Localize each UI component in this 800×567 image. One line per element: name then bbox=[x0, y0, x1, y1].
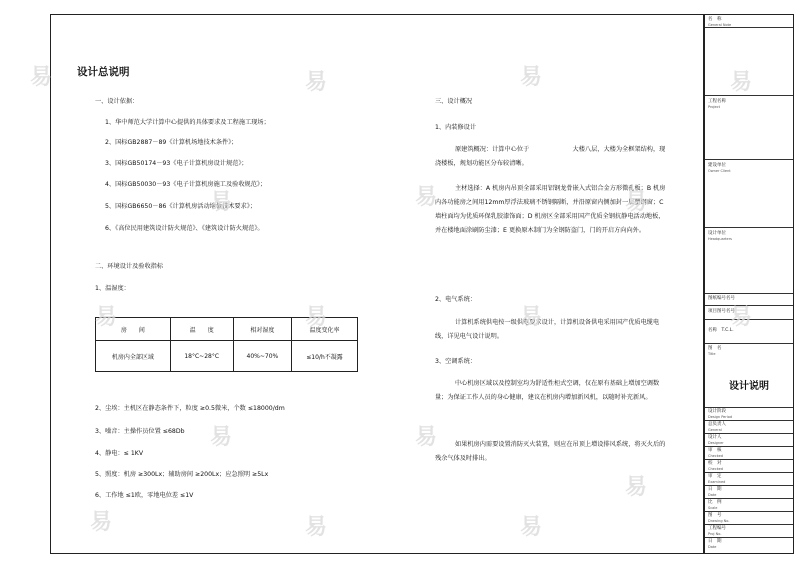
tb-label: 日 期 bbox=[708, 539, 722, 544]
tb-label: 图纸编号名号 bbox=[708, 296, 735, 301]
paragraph-electric: 计算机系统供电按一级供电要求设计，计算机设备供电采用国产优质电缆电线，详见电气设计说明。 bbox=[435, 319, 660, 340]
tb-label: 图 号 bbox=[708, 513, 722, 518]
watermark: 易 bbox=[520, 515, 543, 540]
spec-item: 6、工作地 ≤1欧，零地电位差 ≤1V bbox=[95, 492, 194, 499]
tb-sublabel: General Note bbox=[708, 23, 732, 27]
tb-sublabel: Designer bbox=[708, 441, 724, 445]
spec-item: 2、尘埃：主机区在静态条件下，粒度 ≥0.5微米，个数 ≤18000/dm bbox=[95, 405, 285, 412]
tb-sublabel: Checked bbox=[708, 454, 724, 458]
spec-item: 3、噪音：主操作员位置 ≤68Db bbox=[95, 428, 185, 435]
watermark: 易 bbox=[90, 510, 113, 535]
table-header-cell: 温 度 bbox=[170, 318, 233, 341]
basis-item: 6、《高位民用建筑设计防火规范》、《建筑设计防火规范》。 bbox=[105, 225, 264, 232]
table-header-cell: 房 间 bbox=[96, 318, 171, 341]
watermark: 易 bbox=[625, 475, 648, 500]
watermark: 易 bbox=[415, 425, 438, 450]
tb-label: 名 称 bbox=[708, 17, 722, 22]
section-heading-environment: 二、环境设计及验收指标 bbox=[95, 263, 164, 270]
table-cell: 机房内全部区域 bbox=[96, 341, 171, 372]
tb-label: 设计人 bbox=[708, 435, 722, 440]
table-cell: ≤10/h不凝露 bbox=[292, 341, 358, 372]
title-block bbox=[704, 14, 794, 554]
section-heading-overview: 三、设计概况 bbox=[435, 98, 473, 105]
tb-label: 图 名 bbox=[708, 346, 722, 351]
watermark: 易 bbox=[520, 65, 543, 90]
tb-label: 建设单位 bbox=[708, 163, 726, 168]
watermark: 易 bbox=[305, 515, 328, 540]
tb-sublabel: Title bbox=[708, 352, 716, 356]
tb-label: 总负责人 bbox=[708, 422, 726, 427]
tb-label: 比 例 bbox=[708, 500, 722, 505]
tb-label: 项目图号名号 bbox=[708, 309, 735, 314]
environment-table bbox=[95, 317, 358, 372]
paragraph-ac: 中心机房区域以及控制室均为舒适性柜式空调，仅在原有基础上增加空调数量；为保证工作人员的身心健康，建议在机房内增加新风机，以随时补充新风。 bbox=[435, 380, 660, 401]
watermark: 易 bbox=[730, 305, 753, 330]
basis-item: 3、国标GB50174－93《电子计算机房设计规范》； bbox=[105, 160, 248, 167]
document-title: 设计总说明 bbox=[77, 66, 130, 78]
temperature-heading: 1、温湿度： bbox=[95, 285, 130, 292]
basis-item: 4、国标GB50030－93《电子计算机房施工及验收规范》； bbox=[105, 181, 267, 188]
tb-sublabel: Date bbox=[708, 545, 717, 549]
table-header-cell: 相对湿度 bbox=[233, 318, 291, 341]
table-row bbox=[96, 341, 358, 372]
watermark: 易 bbox=[30, 65, 53, 90]
watermark: 易 bbox=[210, 425, 233, 450]
tb-label: 日 期 bbox=[708, 487, 722, 492]
tb-sublabel: Date bbox=[708, 493, 717, 497]
watermark: 易 bbox=[415, 185, 438, 210]
tb-sublabel: Design Period bbox=[708, 415, 733, 419]
tb-sublabel: Checked bbox=[708, 467, 724, 471]
tb-sublabel: Project bbox=[708, 105, 720, 109]
paragraph-fire: 如果机房内需要设置消防灭火装置，则应在吊顶上增设排风系统，将灭火后的残余气体及时排出。 bbox=[435, 441, 666, 462]
table-header-cell: 温度变化率 bbox=[292, 318, 358, 341]
tb-label: 审 定 bbox=[708, 474, 722, 479]
spec-item: 4、静电：≤ 1KV bbox=[95, 450, 144, 457]
section-heading-basis: 一、设计依据： bbox=[95, 98, 139, 105]
watermark: 易 bbox=[305, 70, 328, 95]
tb-label: 名称 T.C.L. bbox=[708, 328, 734, 333]
basis-item: 2、国标GB2887－89《计算机场地技术条件》； bbox=[105, 139, 238, 146]
paragraph-building: 原建筑概况：计算中心位于 大楼八层，大楼为全框架结构，现浇楼板，规划功能区分布较清晰。 bbox=[435, 146, 666, 167]
interior-heading: 1、内装修设计 bbox=[435, 124, 477, 131]
tb-sublabel: Owner Client bbox=[708, 169, 731, 173]
watermark: 易 bbox=[305, 305, 328, 330]
basis-item: 1、华中师范大学计算中心提供的具体要求及工程施工现场； bbox=[105, 119, 270, 126]
drawing-name: 设计说明 bbox=[729, 381, 769, 392]
tb-sublabel: Proj No. bbox=[708, 532, 722, 536]
table-cell: 18°C~28°C bbox=[170, 341, 233, 372]
electric-heading: 2、电气系统： bbox=[435, 296, 477, 303]
tb-sublabel: Headquarters bbox=[708, 237, 732, 241]
tb-label: 工程编号 bbox=[708, 526, 726, 531]
tb-sublabel: General bbox=[708, 428, 722, 432]
spec-item: 5、照度：机房 ≥300Lx；辅助房间 ≥200Lx；应急照明 ≥5Lx bbox=[95, 471, 269, 478]
tb-sublabel: Drawing No. bbox=[708, 519, 730, 523]
paragraph-materials: 主材选择：A 机房内吊顶全部采用铝钢龙骨嵌入式铝合金方形微孔板；B 机房内各功能房之间用12mm厚浮法玻璃不锈钢隔断，并沿原窗内侧加封一层塑钢窗；C 墙柱面均为优质环保乳胶漆饰面；D 机房区全部采用国产优质全钢抗静电活动地板，并在楼地面涂刷防尘漆；E 更换原木制门为全钢防盗门，门的开启方向向外。 bbox=[435, 185, 666, 234]
tb-sublabel: Scale bbox=[708, 506, 718, 510]
table-header-row bbox=[96, 318, 358, 341]
tb-label: 设计单位 bbox=[708, 231, 726, 236]
ac-heading: 3、空调系统： bbox=[435, 358, 477, 365]
table-cell: 40%~70% bbox=[233, 341, 291, 372]
tb-label: 工程名称 bbox=[708, 99, 726, 104]
watermark: 易 bbox=[730, 70, 753, 95]
basis-item: 5、国标GB6650－86《计算机房活动地板技术要求》； bbox=[105, 203, 257, 210]
watermark: 易 bbox=[210, 190, 233, 215]
watermark: 易 bbox=[95, 305, 118, 330]
tb-label: 设计阶段 bbox=[708, 409, 726, 414]
tb-sublabel: Examined bbox=[708, 480, 726, 484]
watermark: 易 bbox=[625, 190, 648, 215]
watermark: 易 bbox=[520, 305, 543, 330]
tb-label: 审 核 bbox=[708, 448, 722, 453]
tb-label: 校 对 bbox=[708, 461, 722, 466]
